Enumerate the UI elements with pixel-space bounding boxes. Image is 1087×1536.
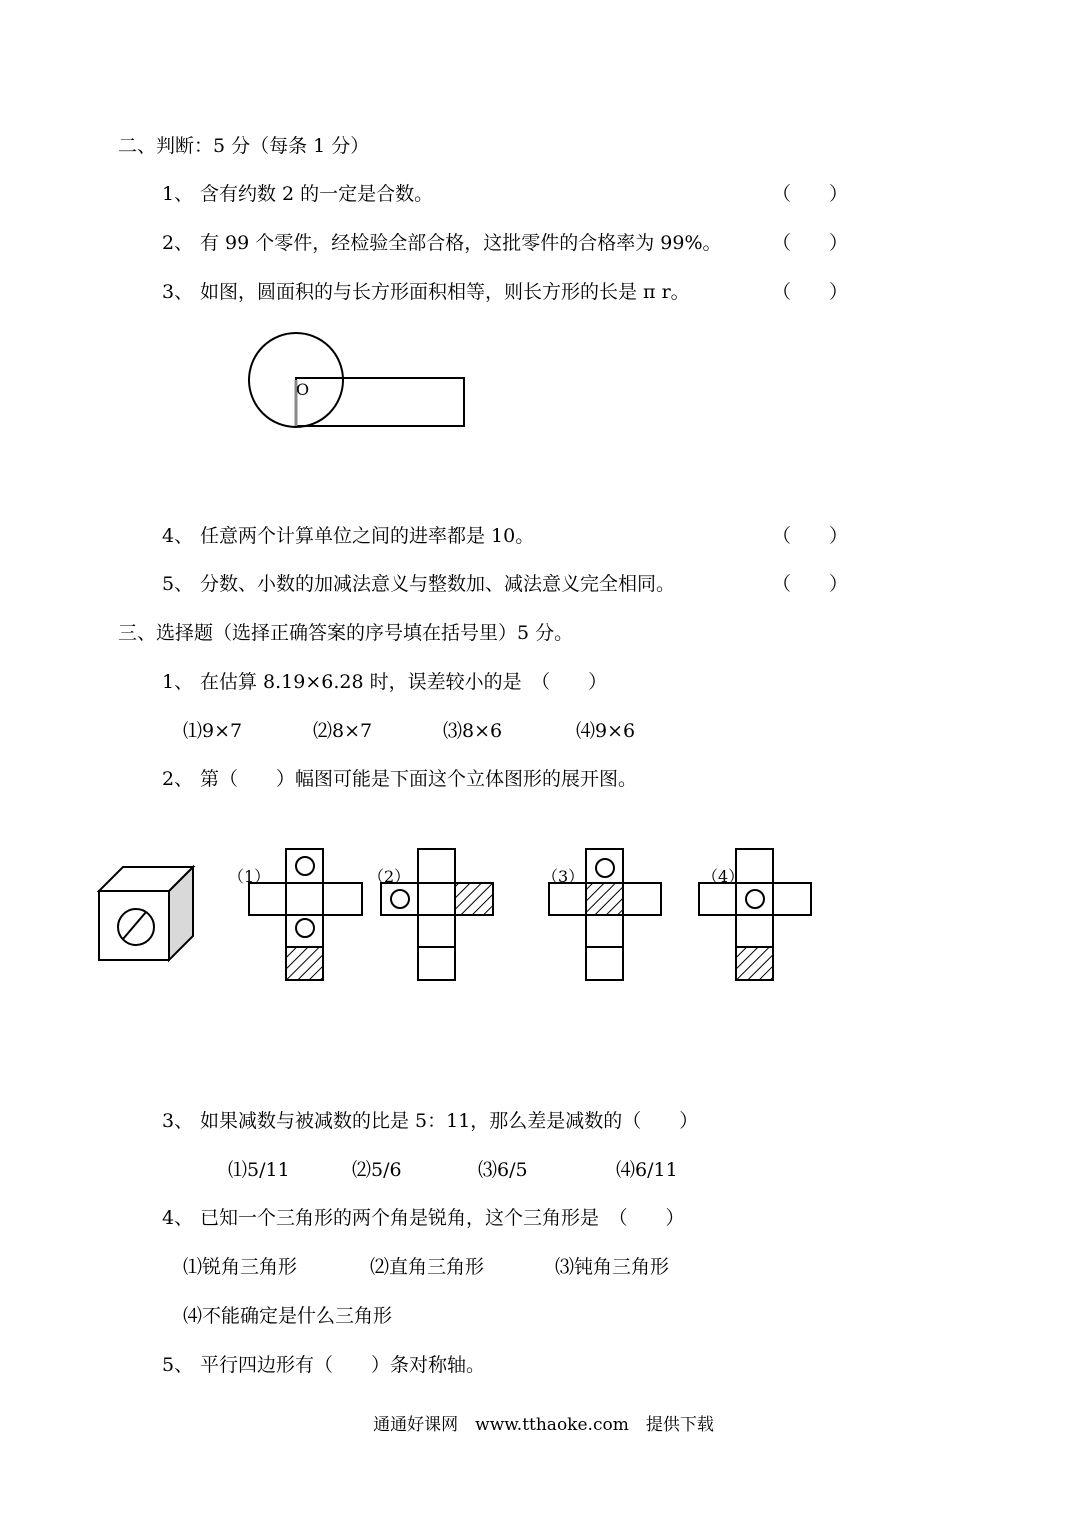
center-label: O — [296, 380, 310, 399]
judge-item-1 — [162, 179, 433, 206]
judge-item-3 — [162, 277, 690, 304]
q3-option-1[interactable]: ⑴5/11 — [228, 1159, 290, 1181]
net-face — [736, 915, 773, 947]
item-number: 3、 — [162, 1110, 194, 1132]
net-face-hatched — [455, 883, 493, 915]
net-figure-3[interactable] — [548, 848, 664, 982]
item-number: 5、 — [162, 573, 194, 595]
circle-rectangle-figure — [240, 325, 480, 435]
item-number: 2、 — [162, 232, 194, 254]
item-number: 4、 — [162, 1207, 194, 1229]
answer-paren-1[interactable]: （ ） — [772, 183, 849, 205]
net-figure-1[interactable] — [248, 848, 364, 982]
net-face-hatched — [586, 883, 623, 915]
q1-option-1[interactable]: ⑴9×7 — [183, 720, 243, 742]
net-circle-mark — [596, 859, 614, 877]
q3-option-2[interactable]: ⑵5/6 — [352, 1159, 402, 1181]
item-text: 任意两个计算单位之间的进率都是 10。 — [200, 525, 535, 547]
net-face — [418, 883, 455, 915]
net-face — [418, 915, 455, 947]
choice-q4 — [162, 1203, 685, 1230]
net-face — [286, 849, 323, 883]
choice-q5 — [162, 1350, 485, 1377]
judge-item-2 — [162, 228, 722, 255]
item-text: 如图，圆面积的与长方形面积相等，则长方形的长是 π r。 — [200, 281, 690, 303]
item-text: 平行四边形有（ ）条对称轴。 — [200, 1354, 486, 1376]
net-figure-2[interactable] — [380, 848, 496, 982]
net-circle-mark — [296, 857, 314, 875]
q1-option-3[interactable]: ⑶8×6 — [443, 720, 503, 742]
q3-option-4[interactable]: ⑷6/11 — [616, 1159, 678, 1181]
item-number: 2、 — [162, 768, 194, 790]
item-text: 如果减数与被减数的比是 5：11，那么差是减数的（ ） — [200, 1110, 699, 1132]
net-face — [549, 883, 586, 915]
item-number: 1、 — [162, 183, 194, 205]
q1-option-4[interactable]: ⑷9×6 — [576, 720, 636, 742]
answer-paren-2[interactable]: （ ） — [772, 232, 849, 254]
item-number: 5、 — [162, 1354, 194, 1376]
net-face — [736, 883, 773, 915]
net-face — [623, 883, 661, 915]
choice-q3 — [162, 1106, 698, 1133]
section2-heading: 二、判断：5 分（每条 1 分） — [118, 135, 370, 157]
item-text: 分数、小数的加减法意义与整数加、减法意义完全相同。 — [200, 573, 676, 595]
net-face — [323, 883, 362, 915]
q4-option-1[interactable]: ⑴锐角三角形 — [183, 1256, 298, 1278]
answer-paren-3[interactable]: （ ） — [772, 281, 849, 303]
net-face — [249, 883, 286, 915]
net-face — [286, 883, 323, 915]
choice-q2 — [162, 764, 637, 791]
net-face — [699, 883, 736, 915]
judge-item-5 — [162, 569, 675, 596]
net-circle-mark — [391, 890, 409, 908]
cube-figure — [98, 866, 194, 962]
net-circle-mark — [296, 919, 314, 937]
judge-item-4 — [162, 521, 534, 548]
q3-option-3[interactable]: ⑶6/5 — [478, 1159, 528, 1181]
item-text: 在估算 8.19×6.28 时，误差较小的是 （ ） — [200, 671, 608, 693]
net-label-2[interactable]: （2） — [368, 867, 411, 886]
net-label-3[interactable]: （3） — [542, 867, 585, 886]
answer-paren-4[interactable]: （ ） — [772, 525, 849, 547]
choice-q1 — [162, 667, 607, 694]
net-face — [418, 849, 455, 883]
net-face — [586, 947, 623, 980]
item-text: 已知一个三角形的两个角是锐角，这个三角形是 （ ） — [200, 1207, 685, 1229]
answer-paren-5[interactable]: （ ） — [772, 573, 849, 595]
item-text: 第（ ）幅图可能是下面这个立体图形的展开图。 — [200, 768, 638, 790]
q4-option-3[interactable]: ⑶钝角三角形 — [555, 1256, 670, 1278]
net-face — [586, 915, 623, 947]
q4-option-4[interactable]: ⑷不能确定是什么三角形 — [183, 1305, 393, 1327]
net-face-hatched — [736, 947, 773, 980]
q4-option-2[interactable]: ⑵直角三角形 — [370, 1256, 485, 1278]
section3-heading: 三、选择题（选择正确答案的序号填在括号里）5 分。 — [118, 622, 574, 644]
item-number: 4、 — [162, 525, 194, 547]
item-number: 3、 — [162, 281, 194, 303]
net-face — [736, 849, 773, 883]
net-circle-mark — [746, 890, 764, 908]
item-text: 含有约数 2 的一定是合数。 — [200, 183, 434, 205]
q1-option-2[interactable]: ⑵8×7 — [313, 720, 373, 742]
net-figure-4[interactable] — [698, 848, 814, 982]
page-footer: 通通好课网 www.tthaoke.com 提供下载 — [373, 1415, 714, 1435]
net-face — [773, 883, 811, 915]
item-text: 有 99 个零件，经检验全部合格，这批零件的合格率为 99%。 — [200, 232, 722, 254]
net-face — [418, 947, 455, 980]
net-label-4[interactable]: （4） — [702, 867, 745, 886]
net-face — [381, 883, 418, 915]
net-face-hatched — [286, 947, 323, 980]
item-number: 1、 — [162, 671, 194, 693]
net-label-1[interactable]: （1） — [228, 867, 271, 886]
